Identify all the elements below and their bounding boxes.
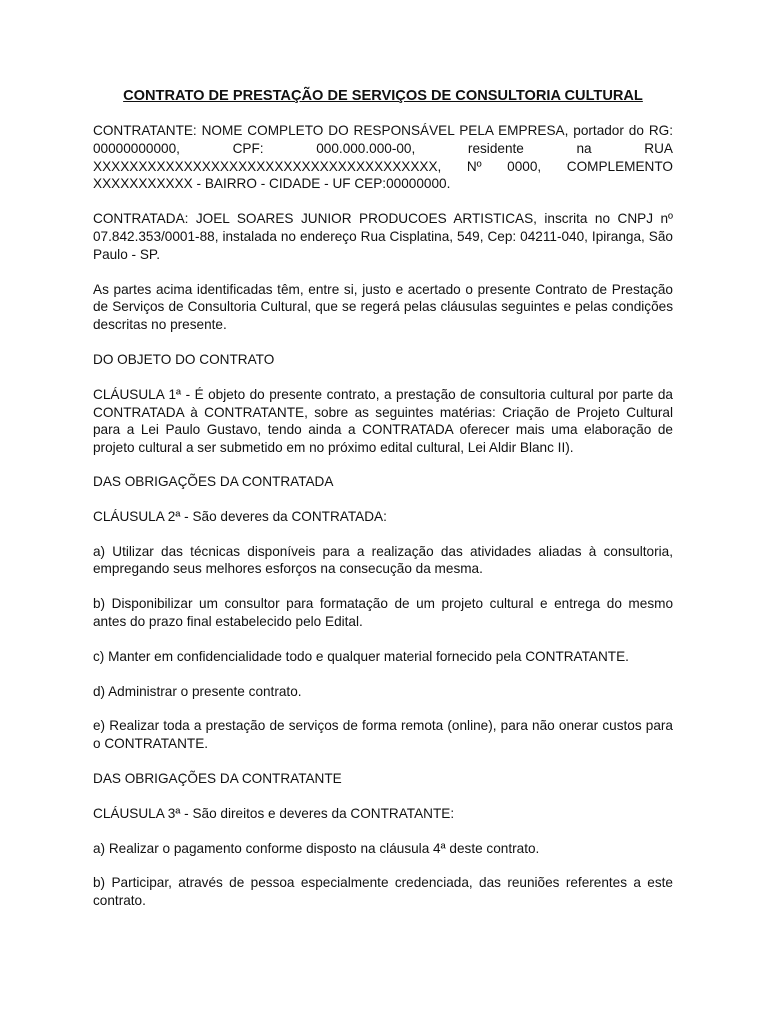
- clause-2-item-e: e) Realizar toda a prestação de serviços de forma remota (online), para não onerar custos para o CONTRATANTE.: [93, 718, 673, 752]
- clause-2-item-d: d) Administrar o presente contrato.: [93, 683, 302, 699]
- clause-2-item-a: a) Utilizar das técnicas disponíveis para a realização das atividades aliadas à consultoria, empregando seus melhores esforços na consecução da mesma.: [93, 543, 673, 577]
- agreement-paragraph: As partes acima identificadas têm, entre si, justo e acertado o presente Contrato de Prestação de Serviços de Consultoria Cultural, que se regerá pelas cláusulas seguintes e pelas condições descritas no presente.: [93, 281, 673, 333]
- document-page: [93, 86, 673, 927]
- clause-2-paragraph: CLÁUSULA 2ª - São deveres da CONTRATADA:: [93, 508, 387, 524]
- section-heading-object: DO OBJETO DO CONTRATO: [93, 351, 275, 367]
- contratada-paragraph: CONTRATADA: JOEL SOARES JUNIOR PRODUCOES ARTISTICAS, inscrita no CNPJ nº 07.842.353/0001-88, instalada no endereço Rua Cisplatina, 549, Cep: 04211-040, Ipiranga, São Paulo - SP.: [93, 211, 673, 262]
- clause-3-item-b: b) Participar, através de pessoa especialmente credenciada, das reuniões referentes a este contrato.: [93, 875, 673, 909]
- contratante-paragraph: CONTRATANTE: NOME COMPLETO DO RESPONSÁVEL PELA EMPRESA, portador do RG: 00000000000, CPF: 000.000.000-00, residente na RUA XXXXXXXXXXXXXXXXXXXXXXXXXXXXXXXXXXXXXX, Nº 0000, COMPLEMENTO XXXXXXXXXXX - BAIRRO - CIDADE - UF CEP:00000000.: [93, 123, 673, 192]
- clause-3-paragraph: CLÁUSULA 3ª - São direitos e deveres da CONTRATANTE:: [93, 805, 455, 821]
- clause-1-paragraph: CLÁUSULA 1ª - É objeto do presente contrato, a prestação de consultoria cultural por parte da CONTRATADA à CONTRATANTE, sobre as seguintes matérias: Criação de Projeto Cultural para a Lei Paulo Gustavo, tendo ainda a CONTRATADA oferecer mais uma elaboração de projeto cultural a ser submetido em no próximo edital cultural, Lei Aldir Blanc II).: [93, 386, 673, 456]
- clause-2-item-b: b) Disponibilizar um consultor para formatação de um projeto cultural e entrega do mesmo antes do prazo final estabelecido pelo Edital.: [93, 596, 673, 629]
- section-heading-contratada-obligations: DAS OBRIGAÇÕES DA CONTRATADA: [93, 473, 334, 489]
- clause-2-item-c: c) Manter em confidencialidade todo e qualquer material fornecido pela CONTRATANTE.: [93, 648, 629, 664]
- document-title: CONTRATO DE PRESTAÇÃO DE SERVIÇOS DE CONSULTORIA CULTURAL: [123, 88, 643, 104]
- clause-3-item-a: a) Realizar o pagamento conforme disposto na cláusula 4ª deste contrato.: [93, 840, 540, 856]
- section-heading-contratante-obligations: DAS OBRIGAÇÕES DA CONTRATANTE: [93, 770, 342, 786]
